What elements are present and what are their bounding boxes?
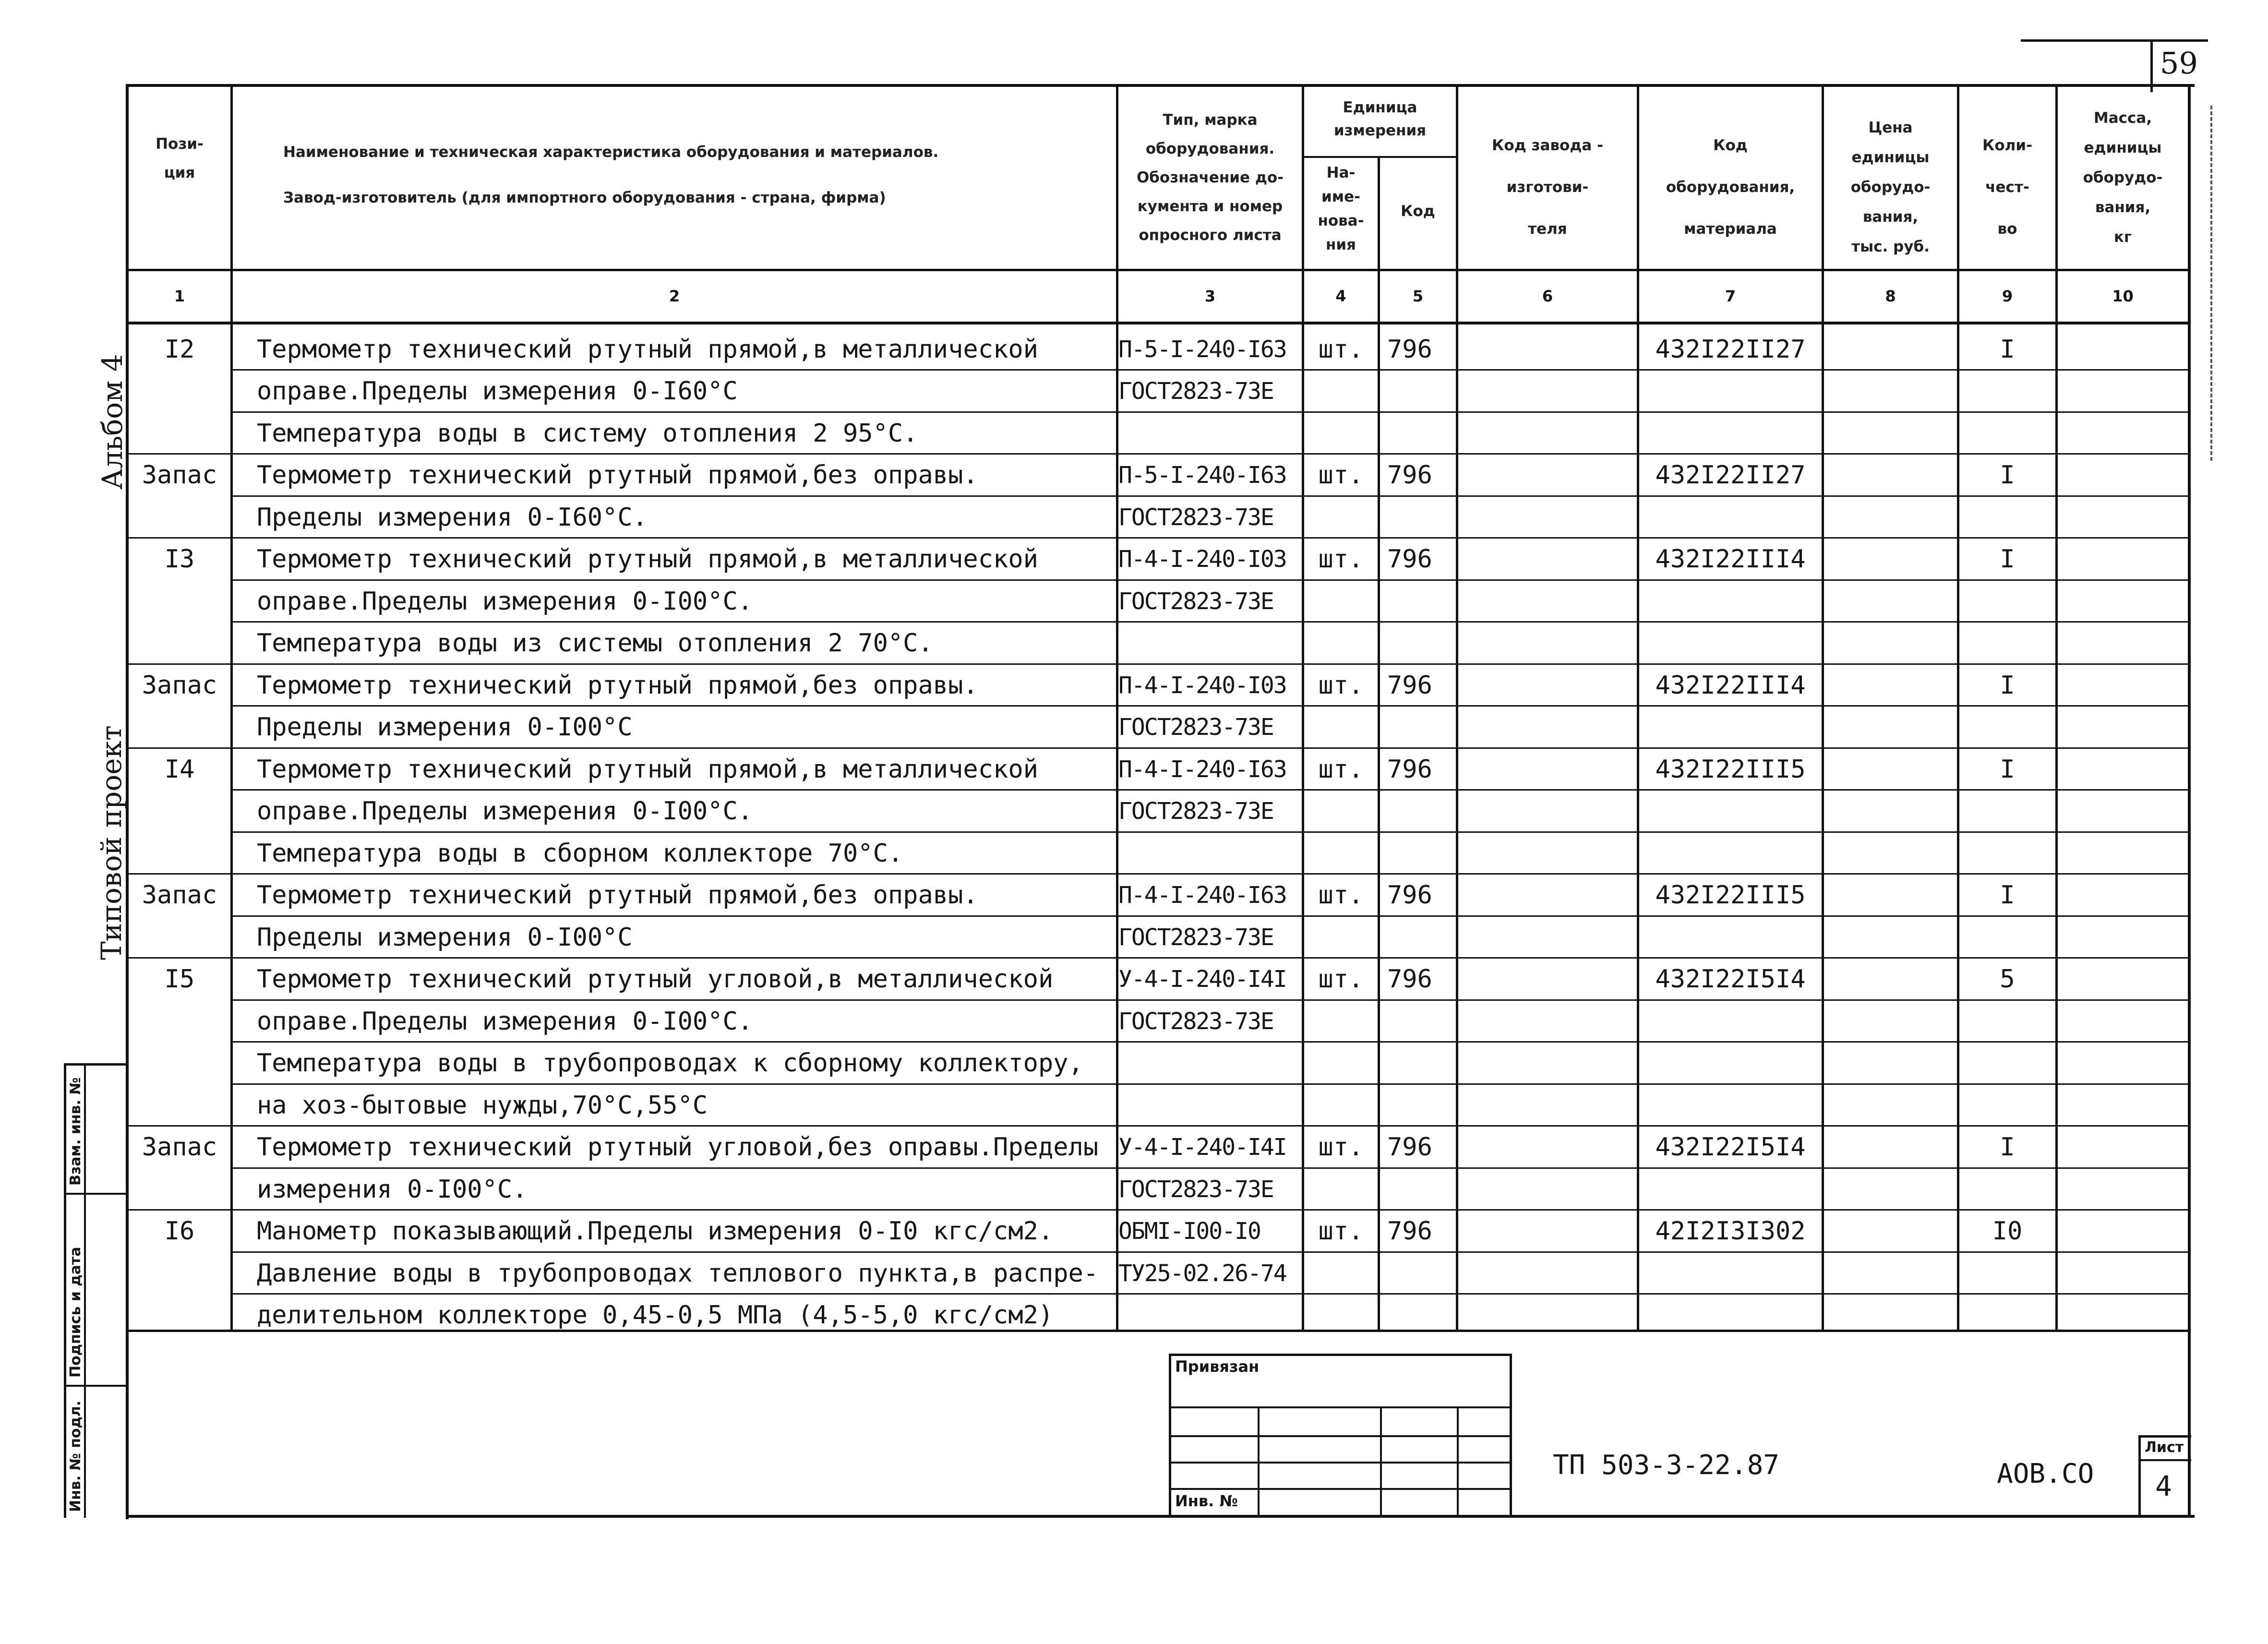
cell-type [1118,623,1302,664]
colnum-4: 4 [1335,287,1346,305]
cell-pos: Запас [142,671,217,700]
cell-unit [1304,1295,1378,1336]
cell-type [1118,1085,1302,1127]
cell-equip [1639,623,1822,664]
margin-sep-2 [64,1385,129,1387]
cell-unit: шт. [1318,1133,1364,1162]
cell-ucode [1387,413,1456,455]
cell-type: ОБМI-I00-I0 [1118,1218,1260,1245]
cell-name: Манометр показывающий.Пределы измерения 0-I0 кгс/см2. [257,1217,1054,1246]
cell-unit: шт. [1318,671,1364,700]
cell-qty [1959,1295,2055,1336]
cell-unit: шт. [1318,1217,1364,1246]
header-units: Единица измерения [1333,99,1427,139]
cell-ucode: 796 [1387,1133,1432,1162]
cell-type: У-4-I-240-I4I [1118,1134,1286,1161]
cell-equip [1639,1169,1822,1211]
cell-pos [129,623,230,664]
cell-pos: Запас [142,1133,217,1162]
cell-equip [1639,707,1822,748]
cell-unit [1304,1169,1378,1211]
cell-ucode: 796 [1387,335,1432,364]
cell-qty [1959,1169,2055,1211]
privyazan-label: Привязан [1175,1357,1260,1376]
cell-unit: шт. [1318,965,1364,994]
cell-type: ГОСТ2823-73Е [1118,378,1273,405]
cell-qty [1959,497,2055,539]
inv-repl-label: Взам. инв. № [67,1077,84,1186]
table-bottom-border [126,1515,2195,1518]
cell-ucode: 796 [1387,1217,1432,1246]
cell-ucode [1387,917,1456,959]
cell-qty [1959,581,2055,623]
cell-unit [1304,791,1378,832]
cell-pos [129,1001,230,1043]
cell-type [1118,833,1302,875]
cell-ucode: 796 [1387,881,1432,910]
cell-unit: шт. [1318,335,1364,364]
cell-ucode [1387,1295,1456,1336]
cell-type: П-5-I-240-I63 [1118,462,1286,489]
colnum-7: 7 [1725,287,1736,305]
cell-equip [1639,581,1822,623]
cell-pos [129,1295,230,1336]
cell-qty [1959,413,2055,455]
cell-unit [1304,623,1378,664]
cell-equip [1639,1085,1822,1127]
sheet-label: Лист [2145,1439,2184,1456]
cell-unit: шт. [1318,755,1364,784]
cell-pos [129,371,230,412]
cell-unit [1304,1253,1378,1295]
stamp-row-3 [1169,1462,1512,1464]
cell-qty [1959,1085,2055,1127]
header-unit-name: На- име- нова- ния [1318,164,1364,253]
cell-qty [1959,833,2055,875]
cell-type: ГОСТ2823-73Е [1118,1176,1273,1203]
cell-pos: I2 [164,335,195,364]
margin-box-top [64,1063,129,1066]
cell-pos: Запас [142,881,217,910]
cell-pos: I6 [164,1217,195,1246]
header-position: Пози- ция [156,135,204,181]
cell-name: Термометр технический ртутный прямой,в металлической [257,545,1038,574]
right-dashed-mark [2210,106,2212,461]
header-equipment-code: Код оборудования, материала [1666,137,1795,238]
cell-name: оправе.Пределы измерения 0-I00°С. [257,797,753,826]
colnum-6: 6 [1542,287,1553,305]
stamp-col-3 [1457,1406,1459,1517]
cell-unit: шт. [1318,545,1364,574]
units-sub-rule [1303,156,1457,158]
cell-qty: I [2000,1133,2015,1162]
cell-qty [1959,371,2055,412]
cell-ucode [1387,623,1456,664]
cell-pos [129,581,230,623]
cell-ucode: 796 [1387,965,1432,994]
inv-orig-label: Инв. № подл. [67,1400,84,1512]
stamp-col-2 [1380,1406,1382,1517]
cell-type [1118,413,1302,455]
album-label: Альбом 4 [96,354,129,490]
cell-unit [1304,833,1378,875]
table-top-border [126,84,2195,87]
cell-qty [1959,1253,2055,1295]
cell-equip: 432I22II27 [1655,335,1806,364]
cell-equip [1639,413,1822,455]
cell-type: ГОСТ2823-73Е [1118,504,1273,531]
cell-name: делительном коллекторе 0,45-0,5 МПа (4,5-5,0 кгс/см2) [257,1301,1054,1330]
cell-name: Температура воды в трубопроводах к сборному коллектору, [257,1049,1083,1078]
cell-type: ГОСТ2823-73Е [1118,714,1273,741]
cell-pos [129,1043,230,1084]
cell-equip [1639,1253,1822,1295]
page-top-rule [2021,39,2208,42]
cell-pos [129,1085,230,1127]
cell-name: Пределы измерения 0-I00°С [257,713,633,742]
header-type: Тип, марка оборудования. Обозначение до- кумента и номер опросного листа [1136,111,1284,244]
header-quantity: Коли- чест- во [1982,137,2032,238]
cell-type: П-4-I-240-I03 [1118,672,1286,699]
cell-name: Термометр технический ртутный прямой,без оправы. [257,461,978,490]
header-mass: Масса, единицы оборудо- вания, кг [2083,109,2163,246]
cell-equip: 42I2I3I302 [1655,1217,1806,1246]
cell-unit [1304,1043,1378,1084]
sign-date-label: Подпись и дата [67,1247,84,1378]
cell-qty [1959,623,2055,664]
cell-qty: 5 [2000,965,2015,994]
cell-type: П-4-I-240-I03 [1118,546,1286,573]
cell-pos: I5 [164,965,195,994]
sheet-box-left [2138,1435,2141,1517]
cell-qty [1959,1043,2055,1084]
cell-equip [1639,833,1822,875]
cell-type: ГОСТ2823-73Е [1118,588,1273,615]
cell-unit [1304,413,1378,455]
cell-pos [129,1253,230,1295]
cell-type: П-4-I-240-I63 [1118,756,1286,783]
colnum-1: 1 [174,287,185,305]
cell-type: ГОСТ2823-73Е [1118,798,1273,825]
colnum-9: 9 [2002,287,2013,305]
cell-name: измерения 0-I00°С. [257,1175,528,1204]
stamp-col-1 [1258,1406,1260,1517]
cell-name: Пределы измерения 0-I60°С. [257,503,648,532]
cell-name: Термометр технический ртутный прямой,в металлической [257,335,1038,364]
cell-unit [1304,917,1378,959]
cell-ucode [1387,1085,1456,1127]
cell-equip: 432I22I5I4 [1655,1133,1806,1162]
cell-type: ГОСТ2823-73Е [1118,1008,1273,1035]
cell-unit [1304,707,1378,748]
margin-box-left [64,1063,66,1518]
col-line-4 [1378,156,1380,1332]
cell-qty [1959,707,2055,748]
cell-name: Термометр технический ртутный угловой,без оправы.Пределы [257,1133,1099,1162]
stamp-row-4 [1169,1488,1512,1490]
cell-qty: I [2000,335,2015,364]
inv-no-label: Инв. № [1175,1492,1238,1510]
page-number: 59 [2160,46,2198,81]
cell-equip [1639,371,1822,412]
cell-pos [129,497,230,539]
cell-type: П-5-I-240-I63 [1118,336,1286,363]
colnum-8: 8 [1885,287,1896,305]
cell-ucode: 796 [1387,461,1432,490]
cell-unit: шт. [1318,881,1364,910]
cell-pos [129,1169,230,1211]
sheet-box-mid [2138,1459,2191,1461]
cell-equip [1639,1043,1822,1084]
cell-equip [1639,917,1822,959]
cell-name: Термометр технический ртутный прямой,без оправы. [257,881,978,910]
header-name: Наименование и техническая характеристика оборудования и материалов. Завод-изготовитель (для импортного оборудования - страна, фирма) [283,144,939,206]
cell-ucode [1387,371,1456,412]
cell-equip: 432I22III4 [1655,545,1806,574]
cell-pos [129,917,230,959]
cell-unit [1304,371,1378,412]
cell-type: ГОСТ2823-73Е [1118,924,1273,951]
cell-qty: I0 [1992,1217,2023,1246]
document-code: ТП 503-3-22.87 [1553,1450,1780,1481]
cell-unit: шт. [1318,461,1364,490]
cell-name: Давление воды в трубопроводах теплового пункта,в распре- [257,1259,1099,1288]
cell-equip [1639,1001,1822,1043]
cell-qty [1959,791,2055,832]
cell-equip: 432I22III5 [1655,755,1806,784]
cell-equip: 432I22III4 [1655,671,1806,700]
cell-name: оправе.Пределы измерения 0-I00°С. [257,1007,753,1036]
cell-type: ТУ25-02.26-74 [1118,1260,1286,1287]
cell-name: Термометр технический ртутный прямой,в металлической [257,755,1038,784]
cell-name: Температура воды в систему отопления 2 95°С. [257,419,918,448]
cell-unit [1304,1085,1378,1127]
cell-pos [129,707,230,748]
sheet-box-top [2138,1435,2191,1438]
cell-ucode [1387,1001,1456,1043]
header-unit-code: Код [1401,203,1435,220]
cell-name: Термометр технический ртутный прямой,без оправы. [257,671,978,700]
cell-pos: I4 [164,755,195,784]
cell-name: Температура воды в сборном коллекторе 70°С. [257,839,903,868]
cell-qty [1959,917,2055,959]
cell-ucode [1387,581,1456,623]
cell-name: на хоз-бытовые нужды,70°С,55°С [257,1091,708,1120]
cell-qty [1959,1001,2055,1043]
colnum-2: 2 [669,287,680,305]
cell-ucode [1387,1169,1456,1211]
cell-ucode: 796 [1387,545,1432,574]
header-plant-code: Код завода - изготови- теля [1492,137,1603,238]
cell-equip: 432I22III5 [1655,881,1806,910]
frame-right-ext [2188,1330,2191,1518]
cell-qty: I [2000,461,2015,490]
cell-equip [1639,497,1822,539]
cell-unit [1304,497,1378,539]
cell-equip [1639,1295,1822,1336]
header-price: Цена единицы оборудо- вания, тыс. руб. [1850,119,1931,255]
cell-name: Термометр технический ртутный угловой,в металлической [257,965,1054,994]
cell-ucode [1387,1043,1456,1084]
cell-unit [1304,581,1378,623]
document-mark: АОВ.СО [1997,1458,2094,1489]
cell-pos [129,791,230,832]
colnum-10: 10 [2112,287,2134,305]
cell-equip: 432I22II27 [1655,461,1806,490]
cell-ucode: 796 [1387,671,1432,700]
cell-type [1118,1043,1302,1084]
cell-name: оправе.Пределы измерения 0-I60°С [257,377,738,406]
stamp-row-2 [1169,1435,1512,1437]
cell-qty: I [2000,881,2015,910]
project-label: Типовой проект [95,725,128,960]
cell-unit [1304,1001,1378,1043]
cell-type [1118,1295,1302,1336]
cell-qty: I [2000,755,2015,784]
stamp-row-1 [1169,1406,1512,1408]
cell-pos [129,833,230,875]
cell-pos [129,413,230,455]
stamp-box-top [1169,1354,1512,1356]
cell-name: Пределы измерения 0-I00°С [257,923,633,952]
cell-ucode [1387,707,1456,748]
margin-box-mid [84,1063,86,1518]
cell-equip: 432I22I5I4 [1655,965,1806,994]
margin-sep-1 [64,1193,129,1195]
cell-name: оправе.Пределы измерения 0-I00°С. [257,587,753,616]
cell-name: Температура воды из системы отопления 2 70°С. [257,629,933,658]
cell-pos: Запас [142,461,217,490]
cell-type: П-4-I-240-I63 [1118,882,1286,909]
cell-type: У-4-I-240-I4I [1118,966,1286,993]
cell-qty: I [2000,545,2015,574]
colnum-3: 3 [1204,287,1216,305]
sheet-number: 4 [2155,1470,2172,1502]
cell-ucode [1387,497,1456,539]
cell-pos: I3 [164,545,195,574]
cell-qty: I [2000,671,2015,700]
cell-equip [1639,791,1822,832]
colnum-5: 5 [1412,287,1424,305]
cell-ucode: 796 [1387,755,1432,784]
cell-ucode [1387,791,1456,832]
cell-ucode [1387,1253,1456,1295]
cell-ucode [1387,833,1456,875]
